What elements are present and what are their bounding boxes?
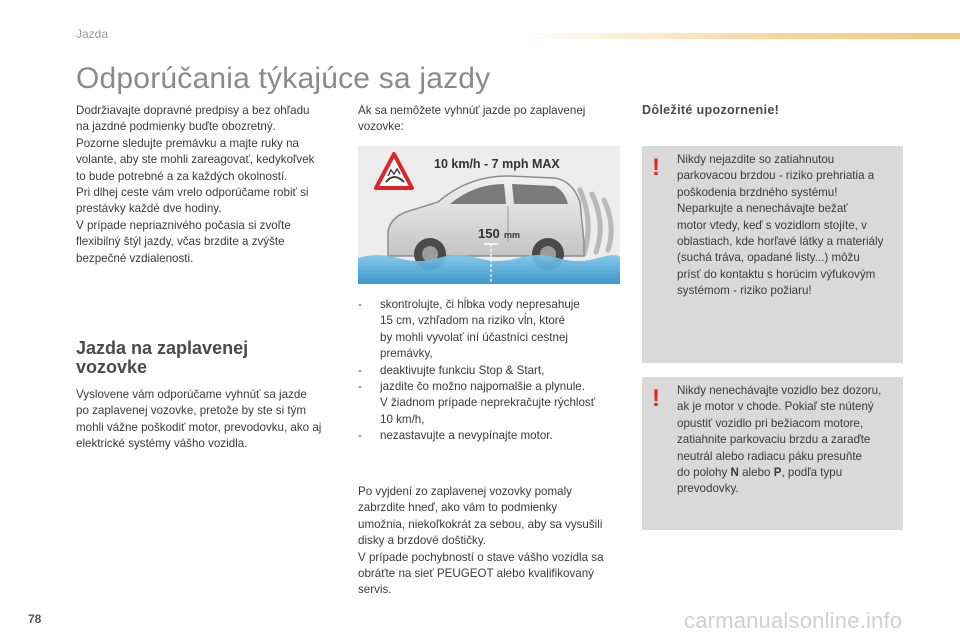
intro-text <box>76 103 338 267</box>
warning-line: prevodovky. <box>677 482 739 496</box>
flood-heading-line: Jazda na zaplavenej <box>76 338 249 358</box>
depth-value: 150 <box>478 226 500 241</box>
list-item <box>358 428 622 444</box>
flood-line: po zaplavenej vozovke, pretože by ste si tým <box>76 404 307 418</box>
list-item-text <box>380 297 622 363</box>
list-item-text <box>380 379 622 428</box>
after-line: disky a brzdové doštičky. <box>358 534 487 548</box>
car-in-water-drawing <box>358 146 620 284</box>
section-label: Jazda <box>76 27 109 41</box>
list-dash: - <box>358 298 362 311</box>
page-number: 78 <box>28 612 42 626</box>
list-dash: - <box>358 380 362 394</box>
warning-line: systémom - riziko požiaru! <box>677 284 812 298</box>
exclamation-icon: ! <box>652 385 660 412</box>
header-accent-bar <box>520 33 960 39</box>
mid-intro-line: Ak sa nemôžete vyhnúť jazde po zaplavenej <box>358 104 586 117</box>
warning-line <box>677 465 899 481</box>
flood-heading <box>76 339 336 377</box>
step-line: by mohli vyvolať iní účastníci cestnej <box>380 330 568 344</box>
flood-text <box>76 387 340 453</box>
list-item <box>358 379 622 428</box>
warning-line: oblastiach, kde horľavé látky a materiály <box>677 235 884 249</box>
after-line: servis. <box>358 583 392 597</box>
warning-line: opustiť vozidlo pri bežiacom motore, <box>677 416 864 430</box>
list-item <box>358 363 622 379</box>
step-line: 10 km/h, <box>380 412 425 426</box>
text-segment: alebo <box>738 466 774 480</box>
step-line: nezastavujte a nevypínajte motor. <box>380 429 553 443</box>
depth-unit: mm <box>504 230 521 240</box>
list-item <box>358 297 622 363</box>
intro-line: bezpečné vzdialenosti. <box>76 251 194 265</box>
step-line: deaktivujte funkciu Stop & Start, <box>380 363 545 377</box>
after-line: obráťte na sieť PEUGEOT alebo kvalifikovaný <box>358 567 594 581</box>
speed-limit-label: 10 km/h - 7 mph MAX <box>434 157 560 171</box>
intro-line: flexibilný štýl jazdy, včas brzdite a zvýšte <box>76 235 285 249</box>
after-flood-text <box>358 484 622 599</box>
after-line: umožnia, niekoľkokrát za sebou, aby sa vysušili <box>358 517 603 531</box>
intro-line: Pozorne sledujte premávku a majte ruky na <box>76 136 299 150</box>
after-line: zabrzdite hneď, ako vám to podmienky <box>358 501 558 515</box>
flood-line: elektrické systémy vášho vozidla. <box>76 437 248 451</box>
flood-steps-list <box>358 297 622 445</box>
step-line: skontrolujte, či hĺbka vody nepresahuje <box>380 298 580 311</box>
gear-position-p: P <box>773 466 782 480</box>
list-dash: - <box>358 429 362 443</box>
list-dash: - <box>358 363 362 377</box>
warning-line: neutrál alebo radiacu páku presuňte <box>677 449 862 463</box>
warning-heading: Dôležité upozornenie! <box>642 103 780 117</box>
intro-line: Pri dlhej ceste vám vrelo odporúčame robiť si <box>76 186 309 200</box>
warning-line: Nikdy nejazdite so zatiahnutou <box>677 153 835 166</box>
text-segment: do polohy <box>677 466 731 480</box>
warning-box <box>642 377 903 530</box>
after-line: V prípade pochybností o stave vášho vozidla sa <box>358 550 604 564</box>
warning-line: parkovacou brzdou - riziko prehriatia a <box>677 169 875 183</box>
after-line: Po vyjdení zo zaplavenej vozovky pomaly <box>358 485 572 498</box>
intro-line: Dodržiavajte dopravné predpisy a bez ohľadu <box>76 104 310 117</box>
list-item-text <box>380 428 622 444</box>
warning-line: Neparkujte a nenechávajte bežať <box>677 202 848 216</box>
warning-line: poškodenia brzdného systému! <box>677 185 838 199</box>
flood-line: mohli vážne poškodiť motor, prevodovku, ako aj <box>76 420 322 434</box>
intro-line: na jazdné podmienky buďte obozretný. <box>76 120 276 134</box>
warning-line: (suchá tráva, opadané listy...) môžu <box>677 251 860 265</box>
intro-line: to bude potrebné a za každých okolností. <box>76 169 288 183</box>
page-title: Odporúčania týkajúce sa jazdy <box>76 62 491 95</box>
flood-instructions-intro <box>358 103 618 136</box>
mid-intro-line: vozovke: <box>358 120 404 134</box>
warning-box <box>642 146 903 363</box>
step-line: premávky, <box>380 347 433 361</box>
gear-position-n: N <box>730 466 739 480</box>
warning-line: Nikdy nenechávajte vozidlo bez dozoru, <box>677 384 882 397</box>
exclamation-icon: ! <box>652 154 660 181</box>
step-line: V žiadnom prípade neprekračujte rýchlosť <box>380 396 596 410</box>
warning-line: motor vtedy, keď s vozidlom stojíte, v <box>677 218 867 232</box>
step-line: 15 cm, vzhľadom na riziko vĺn, ktoré <box>380 314 566 328</box>
warning-line: prísť do kontaktu s horúcim výfukovým <box>677 267 876 281</box>
warning-text <box>677 152 899 300</box>
intro-line: volante, aby ste mohli zareagovať, kedykoľvek <box>76 153 315 167</box>
warning-line: zatiahnite parkovaciu brzdu a zaraďte <box>677 433 871 447</box>
text-segment: , podľa typu <box>781 466 843 480</box>
intro-line: V prípade nepriaznivého počasia si zvoľte <box>76 218 291 232</box>
warning-line: ak je motor v chode. Pokiaľ ste nútený <box>677 400 874 414</box>
flooded-road-illustration <box>358 146 620 284</box>
watermark: carmanualsonline.info <box>684 608 903 633</box>
step-line: jazdite čo možno najpomalšie a plynule. <box>380 380 585 394</box>
list-item-text <box>380 363 622 379</box>
intro-line: prestávky každé dve hodiny. <box>76 202 222 216</box>
flood-heading-line: vozovke <box>76 357 148 377</box>
flood-line: Vyslovene vám odporúčame vyhnúť sa jazde <box>76 388 307 401</box>
warning-text <box>677 383 899 498</box>
